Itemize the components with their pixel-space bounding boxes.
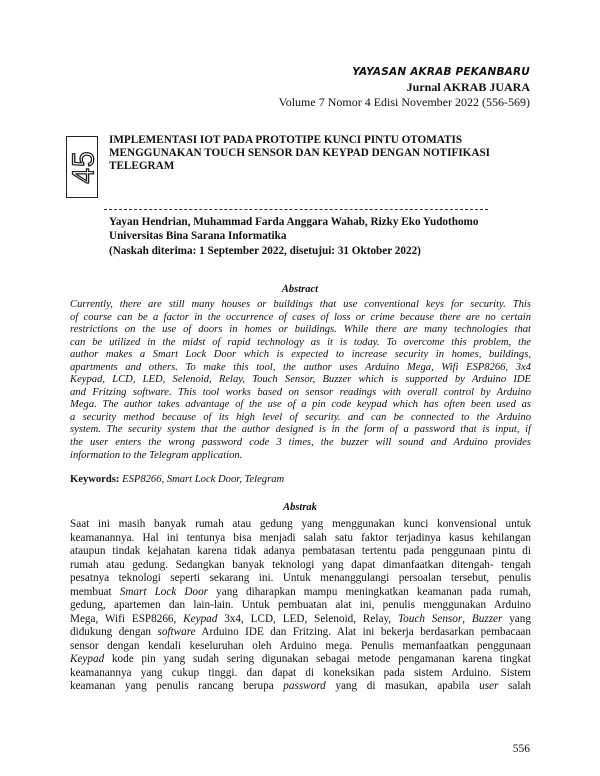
authors: Yayan Hendrian, Muhammad Farda Anggara Wahab, Rizky Eko Yudothomo [109,216,479,228]
abstrak-line [70,626,531,640]
abstrak-heading: Abstrak [283,502,317,513]
divider [104,209,488,210]
abstract-heading: Abstract [281,284,319,295]
abstract-line: can be utilized in the midst of rapid technology as it is today. To overcome this problem, the [70,336,531,348]
text-run: yang di masukan, apabila [325,680,480,692]
abstract-line: system. The security system that the author designed is in the form of a password that is input, if [70,424,531,436]
abstract-line: information to the Telegram application. [70,449,243,461]
text-run: software [157,626,196,638]
abstrak-line: keamanannya. Hal ini tentunya bisa menjadi salah satu faktor terjadinya kasus kehilangan [70,531,531,544]
abstract-line: Currently, there are still many houses or buildings that use conventional keys for security. This [70,299,531,310]
text-run: user [479,680,499,692]
abstrak-line: Saat ini masih banyak rumah atau gedung yang menggunakan kunci konvensional untuk [70,518,531,530]
title-line: IMPLEMENTASI IOT PADA PROTOTIPE KUNCI PINTU OTOMATIS [109,134,463,146]
text-run: didukung dengan [70,626,158,638]
keywords-list: ESP8266, Smart Lock Door, Telegram [122,474,285,485]
abstract-line: the user enters the wrong password code 3 times, the buzzer will sound and Arduino provides [70,437,531,449]
abstract-line: author makes a Smart Lock Door which is expected to increase security in homes, buildings, [70,349,531,361]
text-run: Keypad [183,612,218,625]
abstrak-line: gedung, apartemen dan lain-lain. Untuk pembuatan alat ini, penulis menggunakan Arduino [70,599,531,611]
abstrak-line: rumah atau gedung. Sedangkan banyak teknologi yang dapat dimanfaatkan ditengah- tengah [70,558,531,571]
abstrak-line: ataupun tindak kejahatan karena tidak adanya pembatasan tertentu pada penggunaan pintu di [70,545,531,557]
journal-volume: Volume 7 Nomor 4 Edisi November 2022 (556-569) [278,95,530,109]
abstract-line: and Fritzing software. This tool works based on sensor readings with overall control by Arduino [70,386,531,398]
keywords [70,474,284,485]
text-run: Smart Lock Door [119,585,209,598]
abstract-line: of course can be a factor in the occurrence of cases of loss or crime because there are no certain [70,311,531,323]
abstract-line: apartments and others. To make this tool, the author uses Arduino Mega, Wifi ESP8266, 3x4 [70,361,531,373]
text-run: Touch Sensor [397,612,463,625]
abstrak-line [70,613,531,627]
text-run: Keypad [70,653,105,665]
title-line: TELEGRAM [109,160,175,172]
abstrak-line [70,653,531,667]
abstrak-line: pesatnya teknologi seperti sekarang ini. Untuk menanggulangi persoalan tersebut, penulis [70,572,531,584]
abstract-english [70,299,531,462]
abstrak-line [70,586,531,600]
affiliation: Universitas Bina Sarana Informatika [109,230,287,242]
abstrak-line: keamanannya yang cukup tinggi. dan dapat di koneksikan pada sistem Arduino. Sistem [70,666,531,679]
abstract-line: a security method because of its high level of security. and can be connected to the Arduino [70,411,531,423]
abstract-indonesian [70,518,531,694]
abstrak-line: sensor dengan kendali keseluruhan oleh Arduino mega. Penulis memanfaatkan penggunaan [70,639,531,652]
text-run: kode pin yang sudah sering digunakan sebagai metode pengamanan karena tingkat [104,653,531,665]
article-number-badge [66,136,98,198]
text-run: password [283,680,326,692]
abstrak-line [70,680,531,694]
journal-name: Jurnal AKRAB JUARA [406,80,530,94]
text-run: Arduino IDE dan Fritzing. Alat ini bekerja berdasarkan pembacaan [195,626,531,638]
publisher-name: YAYASAN AKRAB PEKANBARU [352,66,530,78]
text-run: membuat [70,585,120,598]
title-line: MENGGUNAKAN TOUCH SENSOR DAN KEYPAD DENGAN NOTIFIKASI [109,147,491,159]
keywords-label: Keywords: [70,474,120,485]
abstract-line: Mega. The author takes advantage of the use of a pin code keypad which has often been used as [70,399,531,411]
text-run: 3x4, LCD, LED, Selenoid, Relay, [217,612,398,625]
article-number: 45 [65,150,100,184]
paper-title [109,134,529,173]
text-run: yang [502,612,531,625]
page-number: 556 [512,743,530,755]
submission-dates: (Naskah diterima: 1 September 2022, disetujui: 31 Oktober 2022) [109,245,421,257]
abstract-line: restrictions on the use of doors in homes or buildings. While there are many technologies that [70,324,531,336]
text-run: Buzzer [471,612,503,625]
text-run: Mega, Wifi ESP8266, [70,612,184,625]
text-run: keamanan yang penulis rancang berupa [70,680,284,692]
abstract-line: Keypad, LCD, LED, Selenoid, Relay, Touch Sensor, Buzzer which is supported by Arduino IDE [70,374,531,386]
text-run: yang diharapkan mampu meningkatkan keamanan pada rumah, [208,585,531,598]
text-run: salah [498,680,531,692]
text-run: , [462,612,472,625]
